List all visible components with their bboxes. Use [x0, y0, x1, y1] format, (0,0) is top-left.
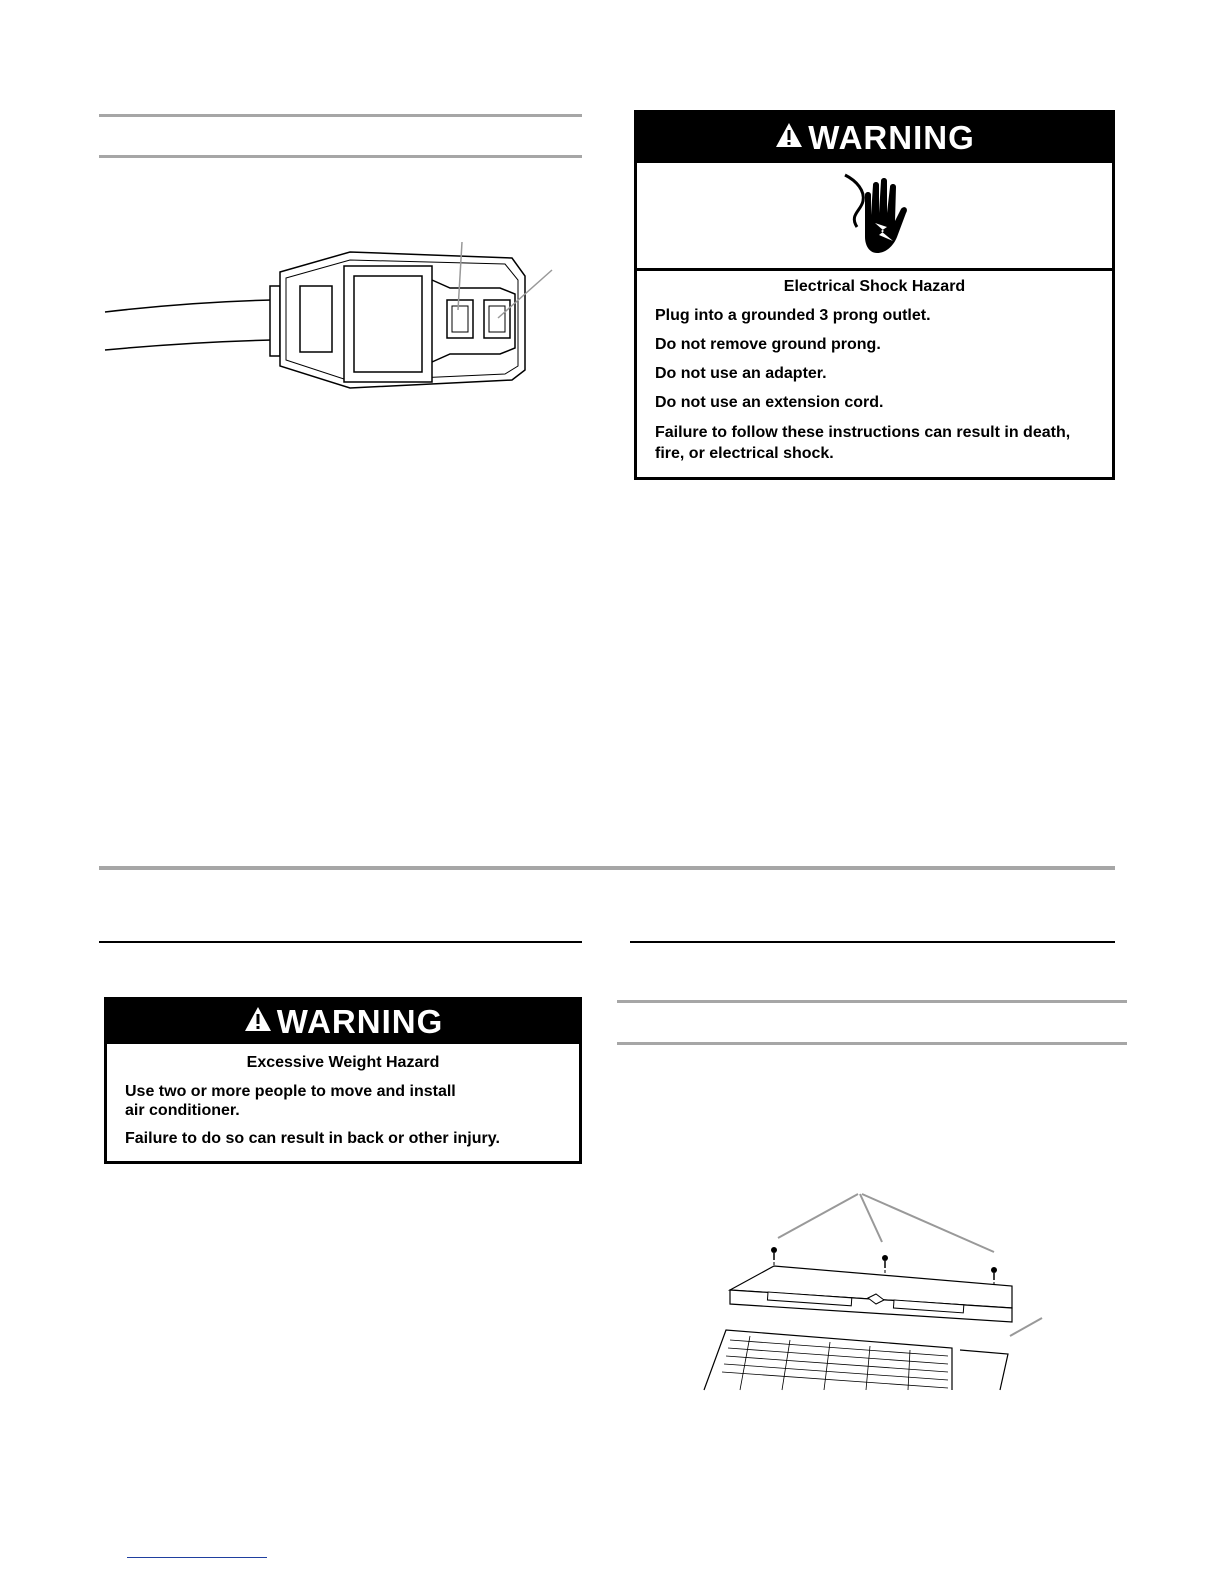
screw-icon	[771, 1247, 777, 1260]
plug-figure	[100, 230, 570, 390]
warning-triangle-icon	[243, 1003, 273, 1041]
section-rule-top-left-2	[99, 155, 582, 158]
air-conditioner-illustration	[690, 1190, 1050, 1400]
warning-line: air conditioner.	[125, 1102, 240, 1119]
screw-icon	[882, 1255, 888, 1268]
warning-header-text: WARNING	[808, 119, 975, 156]
warning-line: fire, or electrical shock.	[655, 445, 834, 462]
air-conditioner-figure	[690, 1190, 1050, 1400]
screw-icon	[991, 1267, 997, 1280]
section-rule-right-1	[617, 1000, 1127, 1003]
footer-link-rule	[127, 1557, 267, 1558]
column-rule-right	[630, 941, 1115, 943]
warning-title: Excessive Weight Hazard	[246, 1054, 440, 1071]
warning-triangle-icon	[774, 119, 804, 157]
plug-illustration	[100, 230, 570, 390]
shock-icon-area	[637, 163, 1112, 271]
warning-header	[637, 113, 1112, 163]
electrical-shock-hand-icon	[835, 171, 915, 261]
section-rule-full	[99, 866, 1115, 870]
warning-line: Do not use an adapter.	[655, 365, 827, 382]
warning-header	[107, 1000, 579, 1044]
warning-line: Plug into a grounded 3 prong outlet.	[655, 307, 931, 324]
warning-line: Do not use an extension cord.	[655, 394, 884, 411]
weight-warning-box	[104, 997, 582, 1164]
electrical-warning-box	[634, 110, 1115, 480]
warning-header-text: WARNING	[276, 1003, 444, 1040]
warning-line: Do not remove ground prong.	[655, 336, 881, 353]
section-rule-top-left-1	[99, 114, 582, 117]
warning-line: Failure to follow these instructions can result in death,	[655, 424, 1071, 441]
warning-line: Failure to do so can result in back or other injury.	[125, 1130, 500, 1147]
section-rule-right-2	[617, 1042, 1127, 1045]
warning-line: Use two or more people to move and install	[125, 1083, 456, 1100]
column-rule-left	[99, 941, 582, 943]
warning-title: Electrical Shock Hazard	[783, 278, 966, 295]
